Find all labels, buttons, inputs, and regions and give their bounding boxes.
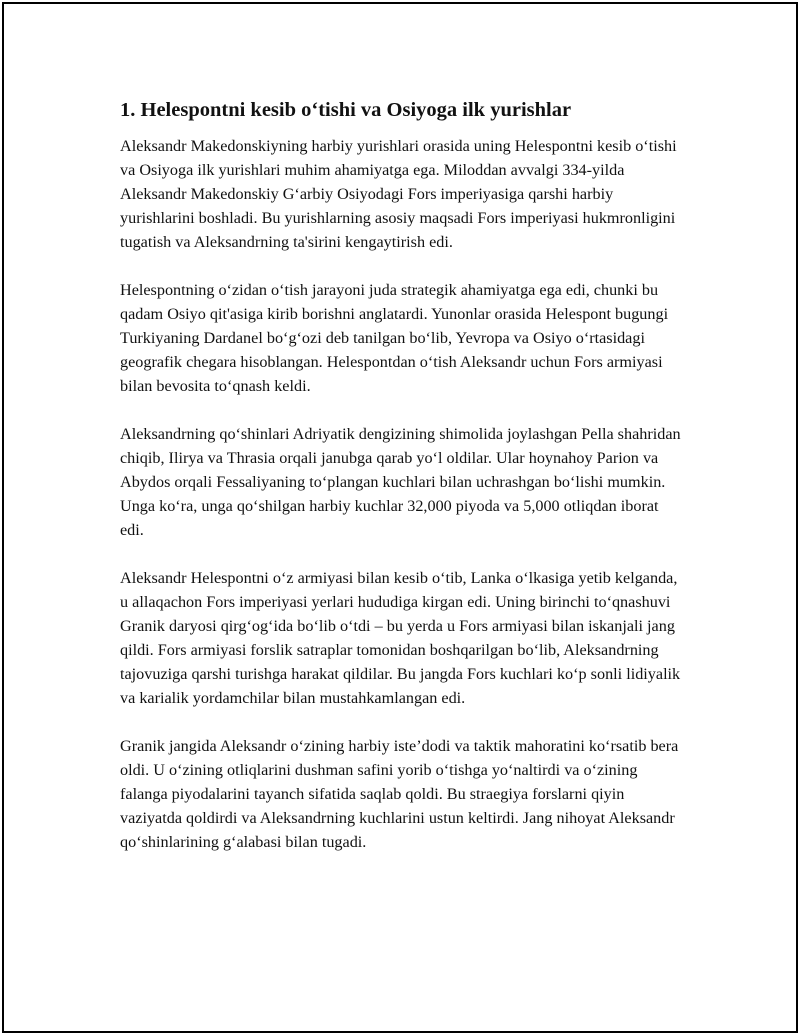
paragraph-1: Aleksandr Makedonskiyning harbiy yurishlari orasida uning Helespontni kesib o‘tishi va Osiyoga ilk yurishlari muhim ahamiyatga ega. Miloddan avvalgi 334-yilda Aleksandr Makedonskiy G‘arbiy Osiyodagi Fors imperiyasiga qarshi harbiy yurishlarini boshladi. Bu yurishlarning asosiy maqsadi Fors imperiyasi hukmronligini tugatish va Aleksandrning ta'sirini kengaytirish edi. <box>120 137 677 251</box>
document-body <box>120 96 686 878</box>
section-heading: 1. Helespontni kesib o‘tishi va Osiyoga ilk yurishlar <box>120 99 572 121</box>
paragraph-2: Helespontning o‘zidan o‘tish jarayoni juda strategik ahamiyatga ega edi, chunki bu qadam Osiyo qit'asiga kirib borishni anglatardi. Yunonlar orasida Helespont bugungi Turkiyaning Dardanel bo‘g‘ozi deb tanilgan bo‘lib, Yevropa va Osiyo o‘rtasidagi geografik chegara hisoblangan. Helespontdan o‘tish Aleksandr uchun Fors armiyasi bilan bevosita to‘qnash keldi. <box>120 281 669 395</box>
paragraph-4: Aleksandr Helespontni o‘z armiyasi bilan kesib o‘tib, Lanka o‘lkasiga yetib kelganda, u allaqachon Fors imperiyasi yerlari hududiga kirgan edi. Uning birinchi to‘qnashuvi Granik daryosi qirg‘og‘ida bo‘lib o‘tdi – bu yerda u Fors armiyasi bilan iskanjali jang qildi. Fors armiyasi forslik satraplar tomonidan boshqarilgan bo‘lib, Aleksandrning tajovuziga qarshi turishga harakat qildilar. Bu jangda Fors kuchlari ko‘p sonli lidiyalik va karialik yordamchilar bilan mustahkamlangan edi. <box>120 569 681 707</box>
page-frame <box>2 2 798 1033</box>
paragraph-5: Granik jangida Aleksandr o‘zining harbiy iste’dodi va taktik mahoratini ko‘rsatib bera oldi. U o‘zining otliqlarini dushman safini yorib o‘tishga yo‘naltirdi va o‘zining falanga piyodalarini tayanch sifatida saqlab qoldi. Bu straegiya forslarni qiyin vaziyatda qoldirdi va Aleksandrning kuchlarini ustun keltirdi. Jang nihoyat Aleksandr qo‘shinlarining g‘alabasi bilan tugadi. <box>120 737 679 851</box>
paragraph-3: Aleksandrning qo‘shinlari Adriyatik dengizining shimolida joylashgan Pella shahridan chiqib, Ilirya va Thrasia orqali janubga qarab yo‘l oldilar. Ular hoynahoy Parion va Abydos orqali Fessaliyaning to‘plangan kuchlari bilan uchrashgan bo‘lishi mumkin. Unga ko‘ra, unga qo‘shilgan harbiy kuchlar 32,000 piyoda va 5,000 otliqdan iborat edi. <box>120 425 681 539</box>
